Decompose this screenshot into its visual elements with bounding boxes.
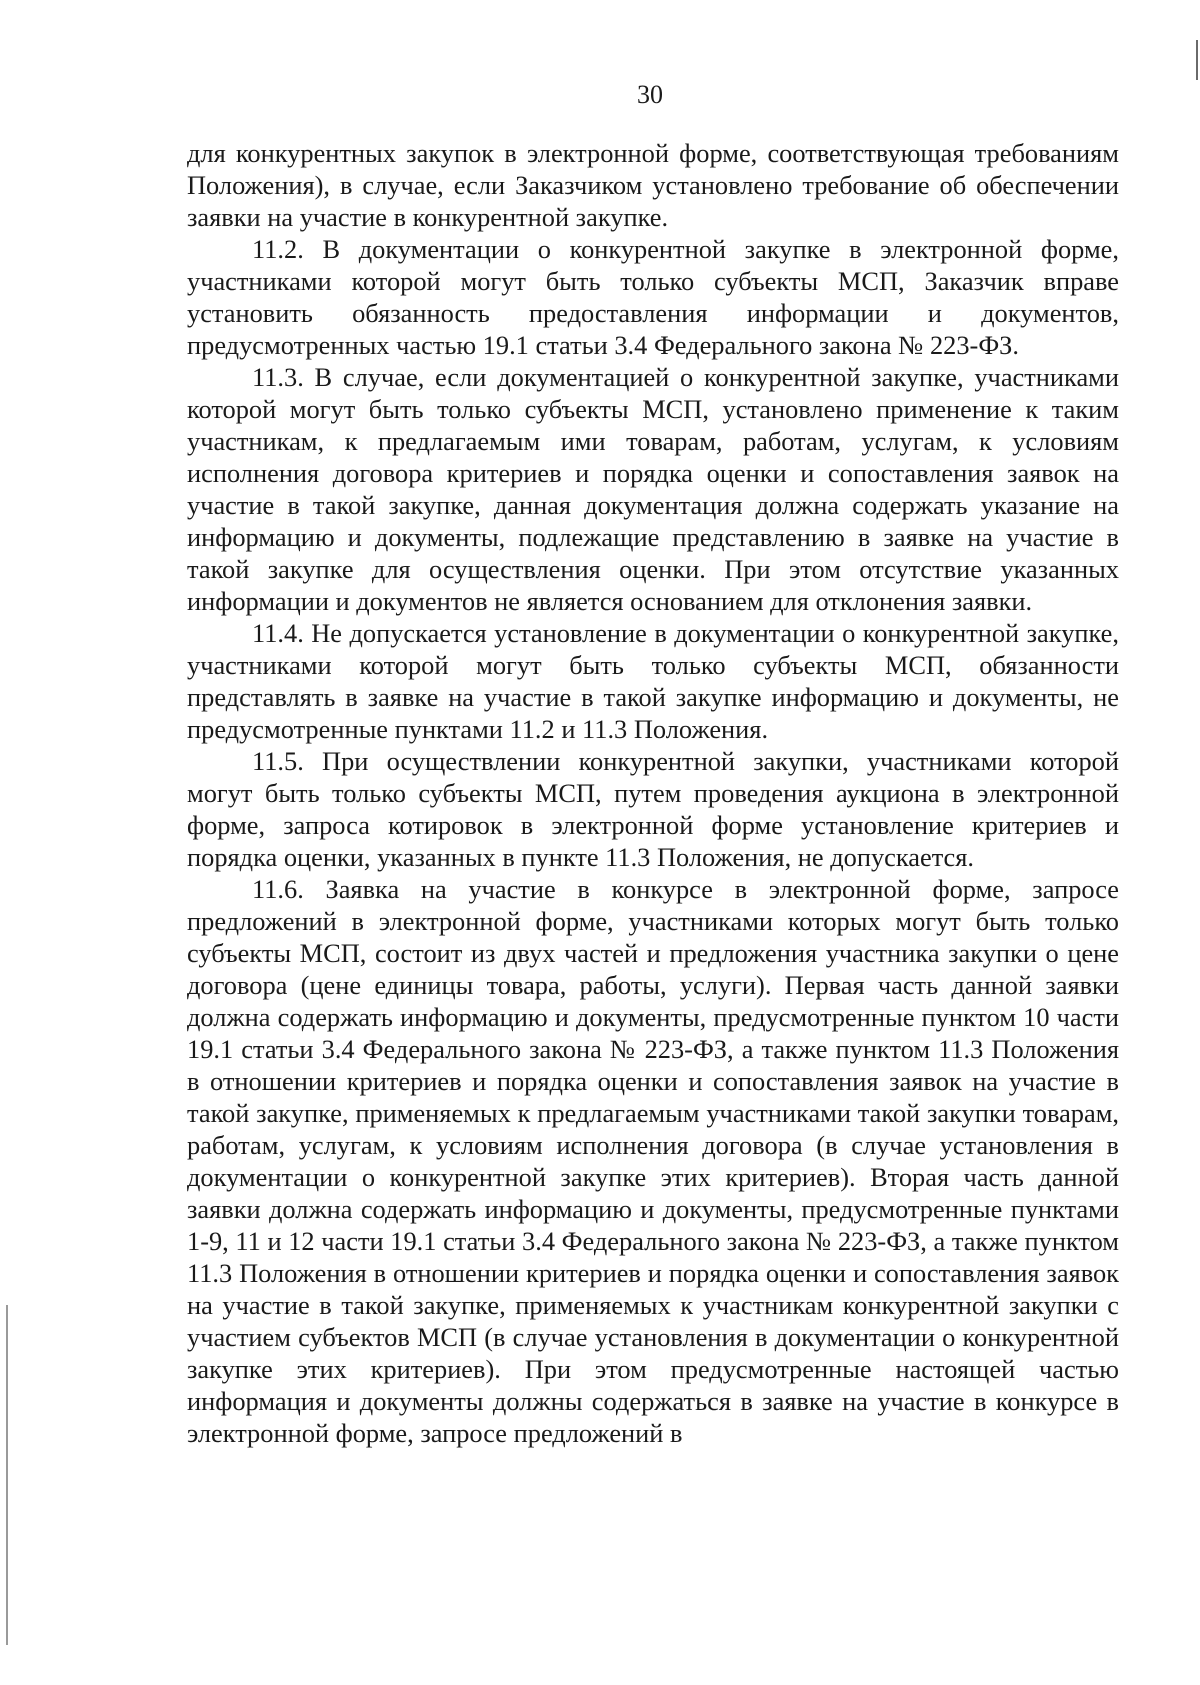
paragraph-11-5: 11.5. При осуществлении конкурентной закупки, участниками которой могут быть только субъекты МСП, путем проведения аукциона в электронной форме, запроса котировок в электронной форме установление критериев и порядка оценки, указанных в пункте 11.3 Положения, не допускается. [187,746,1119,872]
document-body [187,137,1119,1449]
scan-edge-mark [1196,40,1198,80]
page-number: 30 [637,80,663,109]
paragraph-continuation: для конкурентных закупок в электронной форме, соответствующая требованиям Положения), в случае, если Заказчиком установлено требование об обеспечении заявки на участие в конкурентной закупке. [187,138,1119,232]
paragraph-11-4: 11.4. Не допускается установление в документации о конкурентной закупке, участниками которой могут быть только субъекты МСП, обязанности представлять в заявке на участие в такой закупке информацию и документы, не предусмотренные пунктами 11.2 и 11.3 Положения. [187,618,1119,744]
scan-edge-mark [6,1305,8,1645]
paragraph-11-6: 11.6. Заявка на участие в конкурсе в электронной форме, запросе предложений в электронной форме, участниками которых могут быть только субъекты МСП, состоит из двух частей и предложения участника закупки о цене договора (цене единицы товара, работы, услуги). Первая часть данной заявки должна содержать информацию и документы, предусмотренные пунктом 10 части 19.1 статьи 3.4 Федерального закона № 223-ФЗ, а также пунктом 11.3 Положения в отношении критериев и порядка оценки и сопоставления заявок на участие в такой закупке, применяемых к предлагаемым участниками такой закупки товарам, работам, услугам, к условиям исполнения договора (в случае установления в документации о конкурентной закупке этих критериев). Вторая часть данной заявки должна содержать информацию и документы, предусмотренные пунктами 1-9, 11 и 12 части 19.1 статьи 3.4 Федерального закона № 223-ФЗ, а также пунктом 11.3 Положения в отношении критериев и порядка оценки и сопоставления заявок на участие в такой закупке, применяемых к участникам конкурентной закупки с участием субъектов МСП (в случае установления в документации о конкурентной закупке этих критериев). При этом предусмотренные настоящей частью информация и документы должны содержаться в заявке на участие в конкурсе в электронной форме, запросе предложений в [187,874,1119,1448]
paragraph-11-2: 11.2. В документации о конкурентной закупке в электронной форме, участниками которой могут быть только субъекты МСП, Заказчик вправе установить обязанность предоставления информации и документов, предусмотренных частью 19.1 статьи 3.4 Федерального закона № 223-ФЗ. [187,234,1119,360]
paragraph-11-3: 11.3. В случае, если документацией о конкурентной закупке, участниками которой могут быть только субъекты МСП, установлено применение к таким участникам, к предлагаемым ими товарам, работам, услугам, к условиям исполнения договора критериев и порядка оценки и сопоставления заявок на участие в такой закупке, данная документация должна содержать указание на информацию и документы, подлежащие представлению в заявке на участие в такой закупке для осуществления оценки. При этом отсутствие указанных информации и документов не является основанием для отклонения заявки. [187,362,1119,616]
